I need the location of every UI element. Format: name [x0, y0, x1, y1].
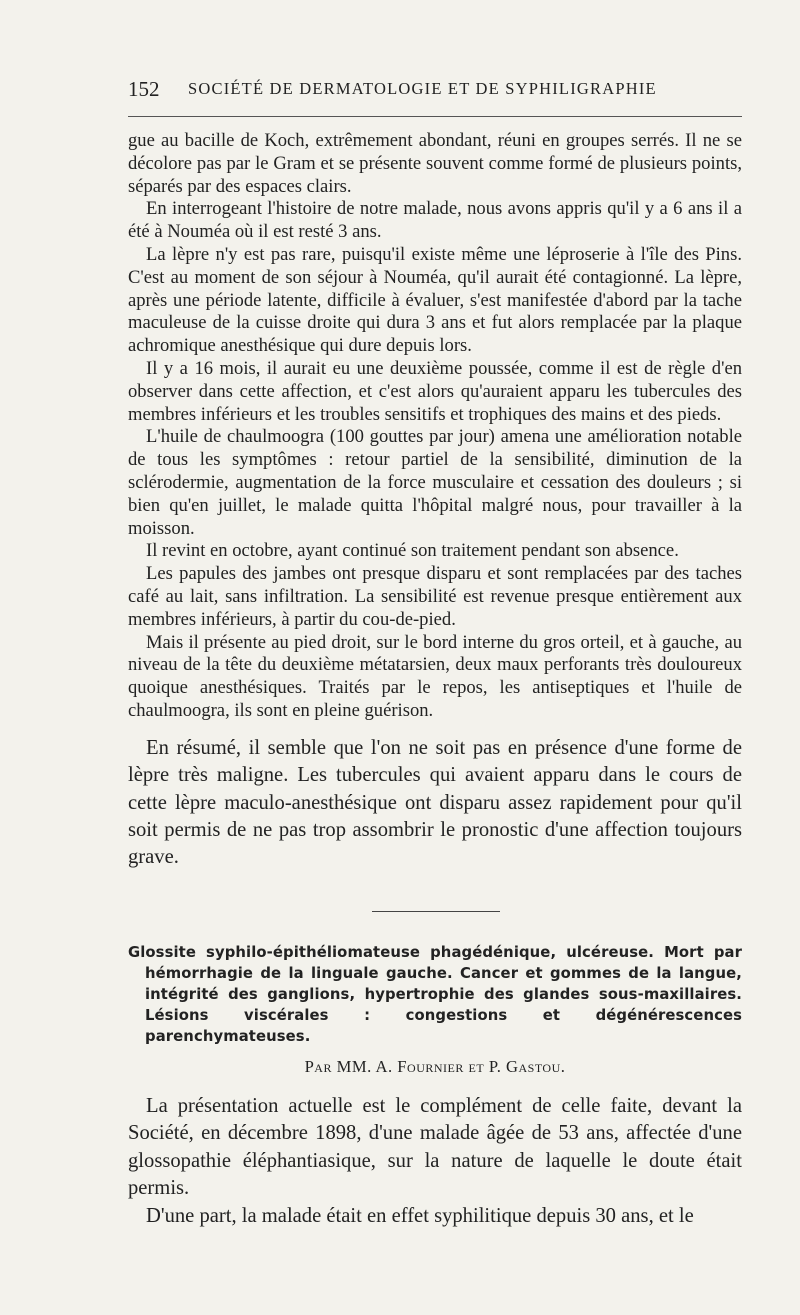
running-title: SOCIÉTÉ DE DERMATOLOGIE ET DE SYPHILIGRAPHIE: [188, 79, 657, 98]
summary-paragraph: En résumé, il semble que l'on ne soit pas en présence d'une forme de lèpre très maligne. Les tubercules qui avaient apparu dans le cours de cette lèpre maculo-anesthésique ont disparu assez rapidement pour qu'il soit permis de ne pas trop assombrir le pronostic d'une affection toujours grave.: [128, 736, 742, 869]
article-title: Glossite syphilo-épithéliomateuse phagédénique, ulcéreuse. Mort par hémorrhagie de la linguale gauche. Cancer et gommes de la langue, intégrité des ganglions, hypertrophie des glandes sous-maxillaires. Lésions viscérales : congestions et dégénérescences parenchymateuses.: [128, 944, 742, 1045]
running-header: [128, 74, 742, 104]
paragraph: Les papules des jambes ont presque disparu et sont remplacées par des taches café au lait, sans infiltration. La sensibilité est revenue presque entièrement aux membres inférieurs, à partir du cou-de-pied.: [128, 563, 742, 630]
paragraph: L'huile de chaulmoogra (100 gouttes par jour) amena une amélioration notable de tous les symptômes : retour partiel de la sensibilité, diminution de la sclérodermie, augmentation de la force musculaire et cessation des douleurs ; si bien qu'en juillet, le malade quitta l'hôpital malgré nous, pour travailler à la moisson.: [128, 426, 742, 539]
paragraph: Mais il présente au pied droit, sur le bord interne du gros orteil, et à gauche, au niveau de la tête du deuxième métatarsien, deux maux perforants très douloureux quoique anesthésiques. Traités par le repos, les antiseptiques et l'huile de chaulmoogra, ils sont en pleine guérison.: [128, 631, 742, 721]
paragraph: Il y a 16 mois, il aurait eu une deuxième poussée, comme il est de règle d'en observer dans cette affection, et c'est alors qu'auraient apparu les tubercules des membres inférieurs et les troubles sensitifs et trophiques des mains et des pieds.: [128, 357, 742, 425]
article-byline: Par MM. A. Fournier et P. Gastou.: [304, 1057, 566, 1076]
body-text: [128, 130, 742, 872]
header-rule: [128, 116, 742, 117]
paragraph: La lèpre n'y est pas rare, puisqu'il existe même une léproserie à l'île des Pins. C'est au moment de son séjour à Nouméa, qu'il aurait été contagionné. La lèpre, après une période latente, difficile à évaluer, s'est manifestée d'abord par la tache maculeuse de la cuisse droite qui dura 3 ans et fut alors remplacée par la plaque achromique anesthésique qui dure depuis lors.: [128, 243, 742, 357]
article-section: [128, 942, 742, 1230]
paragraph: En interrogeant l'histoire de notre malade, nous avons appris qu'il y a 6 ans il a été à Nouméa où il est resté 3 ans.: [128, 198, 742, 243]
paragraph: Il revint en octobre, ayant continué son traitement pendant son absence.: [146, 540, 679, 562]
page-number: 152: [128, 77, 160, 101]
section-divider: [372, 911, 500, 912]
paragraph: La présentation actuelle est le complément de celle faite, devant la Société, en décembre 1898, d'une malade âgée de 53 ans, affectée d'une glossopathie éléphantiasique, sur la nature de laquelle le doute était permis.: [128, 1095, 742, 1200]
paragraph: gue au bacille de Koch, extrêmement abondant, réuni en groupes serrés. Il ne se décolore pas par le Gram et se présente souvent comme formé de plusieurs points, séparés par des espaces clairs.: [128, 130, 742, 197]
paragraph: D'une part, la malade était en effet syphilitique depuis 30 ans, et le: [146, 1204, 694, 1227]
